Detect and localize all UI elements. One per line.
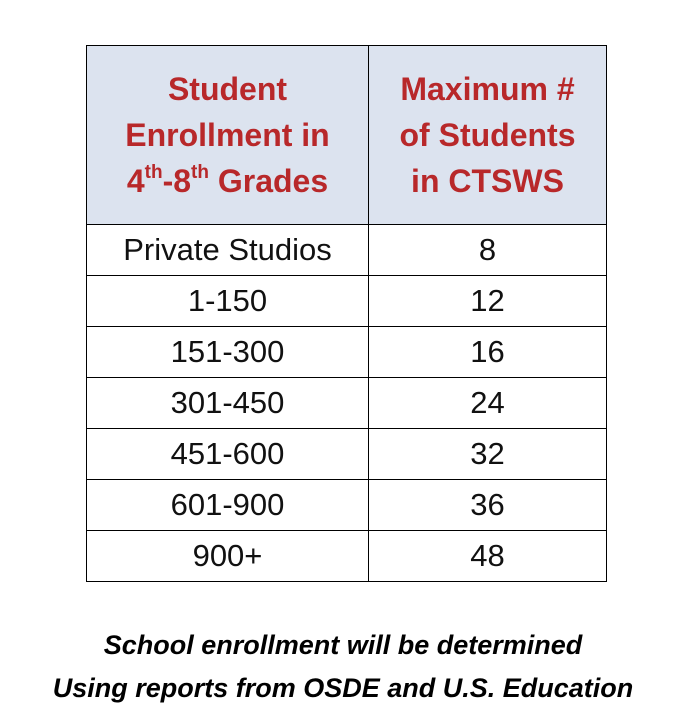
table-row xyxy=(87,276,607,327)
table-row xyxy=(87,327,607,378)
max-students-cell: 24 xyxy=(369,378,607,429)
enrollment-cell: 151-300 xyxy=(87,327,369,378)
table-row xyxy=(87,480,607,531)
max-students-cell: 48 xyxy=(369,531,607,582)
header-maximum-students xyxy=(369,46,607,225)
enrollment-cell: 601-900 xyxy=(87,480,369,531)
header-col2-line2: of Students xyxy=(399,117,576,153)
header-grade-word: Grades xyxy=(208,163,329,199)
enrollment-cell: 301-450 xyxy=(87,378,369,429)
header-col1-line1: Student xyxy=(167,71,288,107)
enrollment-cell: 1-150 xyxy=(87,276,369,327)
table-header-row xyxy=(87,46,607,225)
header-grade-end-suffix: th xyxy=(191,162,209,184)
enrollment-table xyxy=(86,45,607,582)
footnote-line2: Using reports from OSDE and U.S. Education xyxy=(52,673,634,703)
header-student-enrollment xyxy=(87,46,369,225)
header-grade-start-suffix: th xyxy=(144,162,163,184)
max-students-cell: 8 xyxy=(369,225,607,276)
header-grade-start: 4 xyxy=(126,163,145,199)
table-row xyxy=(87,378,607,429)
table-row xyxy=(87,225,607,276)
footnote xyxy=(0,624,686,710)
table-row xyxy=(87,429,607,480)
max-students-cell: 36 xyxy=(369,480,607,531)
header-col2-line3: in CTSWS xyxy=(411,163,564,199)
footnote-line1: School enrollment will be determined xyxy=(103,630,583,660)
header-col1-line2: Enrollment in xyxy=(125,117,330,153)
max-students-cell: 32 xyxy=(369,429,607,480)
max-students-cell: 12 xyxy=(369,276,607,327)
enrollment-cell: Private Studios xyxy=(87,225,369,276)
table-row xyxy=(87,531,607,582)
enrollment-cell: 900+ xyxy=(87,531,369,582)
enrollment-cell: 451-600 xyxy=(87,429,369,480)
header-grade-sep: -8 xyxy=(162,163,192,199)
max-students-cell: 16 xyxy=(369,327,607,378)
header-col2-line1: Maximum # xyxy=(400,71,575,107)
